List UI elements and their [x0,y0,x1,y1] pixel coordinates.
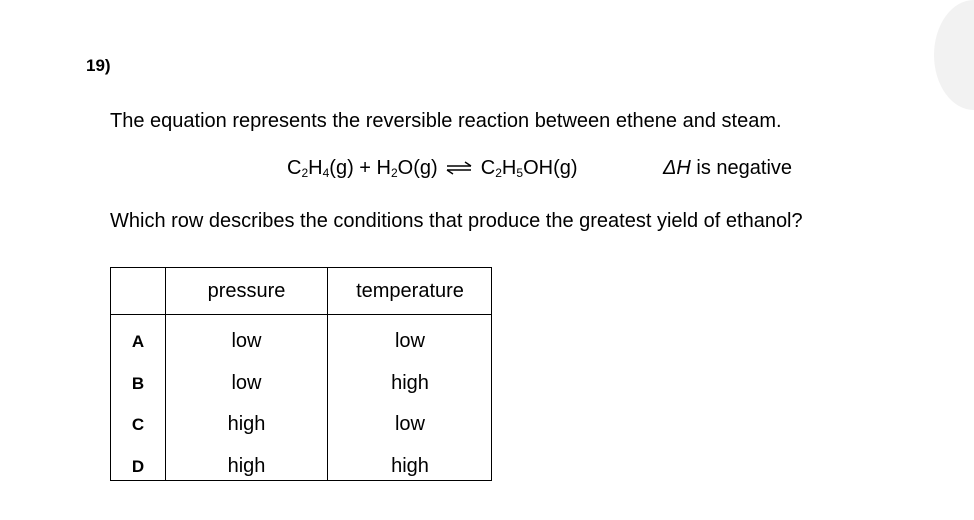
eq-r1: C [287,157,302,179]
header-temperature: temperature [356,280,464,302]
row-label-a: A [131,332,145,351]
enthalpy-text: is negative [690,157,793,179]
question-text: Which row describes the conditions that produce the greatest yield of ethanol? [110,210,803,232]
delta-h-symbol: ΔH [663,157,691,179]
scroll-hint [934,0,974,110]
eq-p-sub1: 2 [495,166,502,180]
eq-r2-state: O(g) [397,157,438,179]
cell-c-pressure: high [227,413,266,435]
eq-r1-mid: H [308,157,323,179]
row-label-b: B [131,374,145,393]
cell-a-temperature: low [394,330,425,352]
intro-text: The equation represents the reversible reaction between ethene and steam. [110,110,782,132]
eq-p-mid: H [501,157,517,179]
answer-table [110,267,492,481]
eq-p-end: OH(g) [523,157,578,179]
eq-p-sub2: 5 [516,166,524,180]
eq-r1-state: (g) + H [329,157,391,179]
chemical-equation [287,157,578,180]
cell-d-pressure: high [227,455,266,477]
row-label-c: C [131,415,145,434]
cell-d-temperature: high [391,455,429,477]
enthalpy-note [663,157,792,180]
row-label-d: D [131,457,145,476]
cell-b-temperature: high [391,372,429,394]
eq-r1-sub1: 2 [301,166,309,180]
question-number: 19) [86,56,111,75]
cell-b-pressure: low [231,372,262,394]
equilibrium-arrow-icon [445,161,473,175]
table-header-divider [111,314,491,315]
header-pressure: pressure [207,280,286,302]
eq-r1-sub2: 4 [322,166,330,180]
eq-p: C [480,157,496,179]
cell-c-temperature: low [394,413,425,435]
cell-a-pressure: low [231,330,262,352]
eq-r2-sub: 2 [390,166,398,180]
